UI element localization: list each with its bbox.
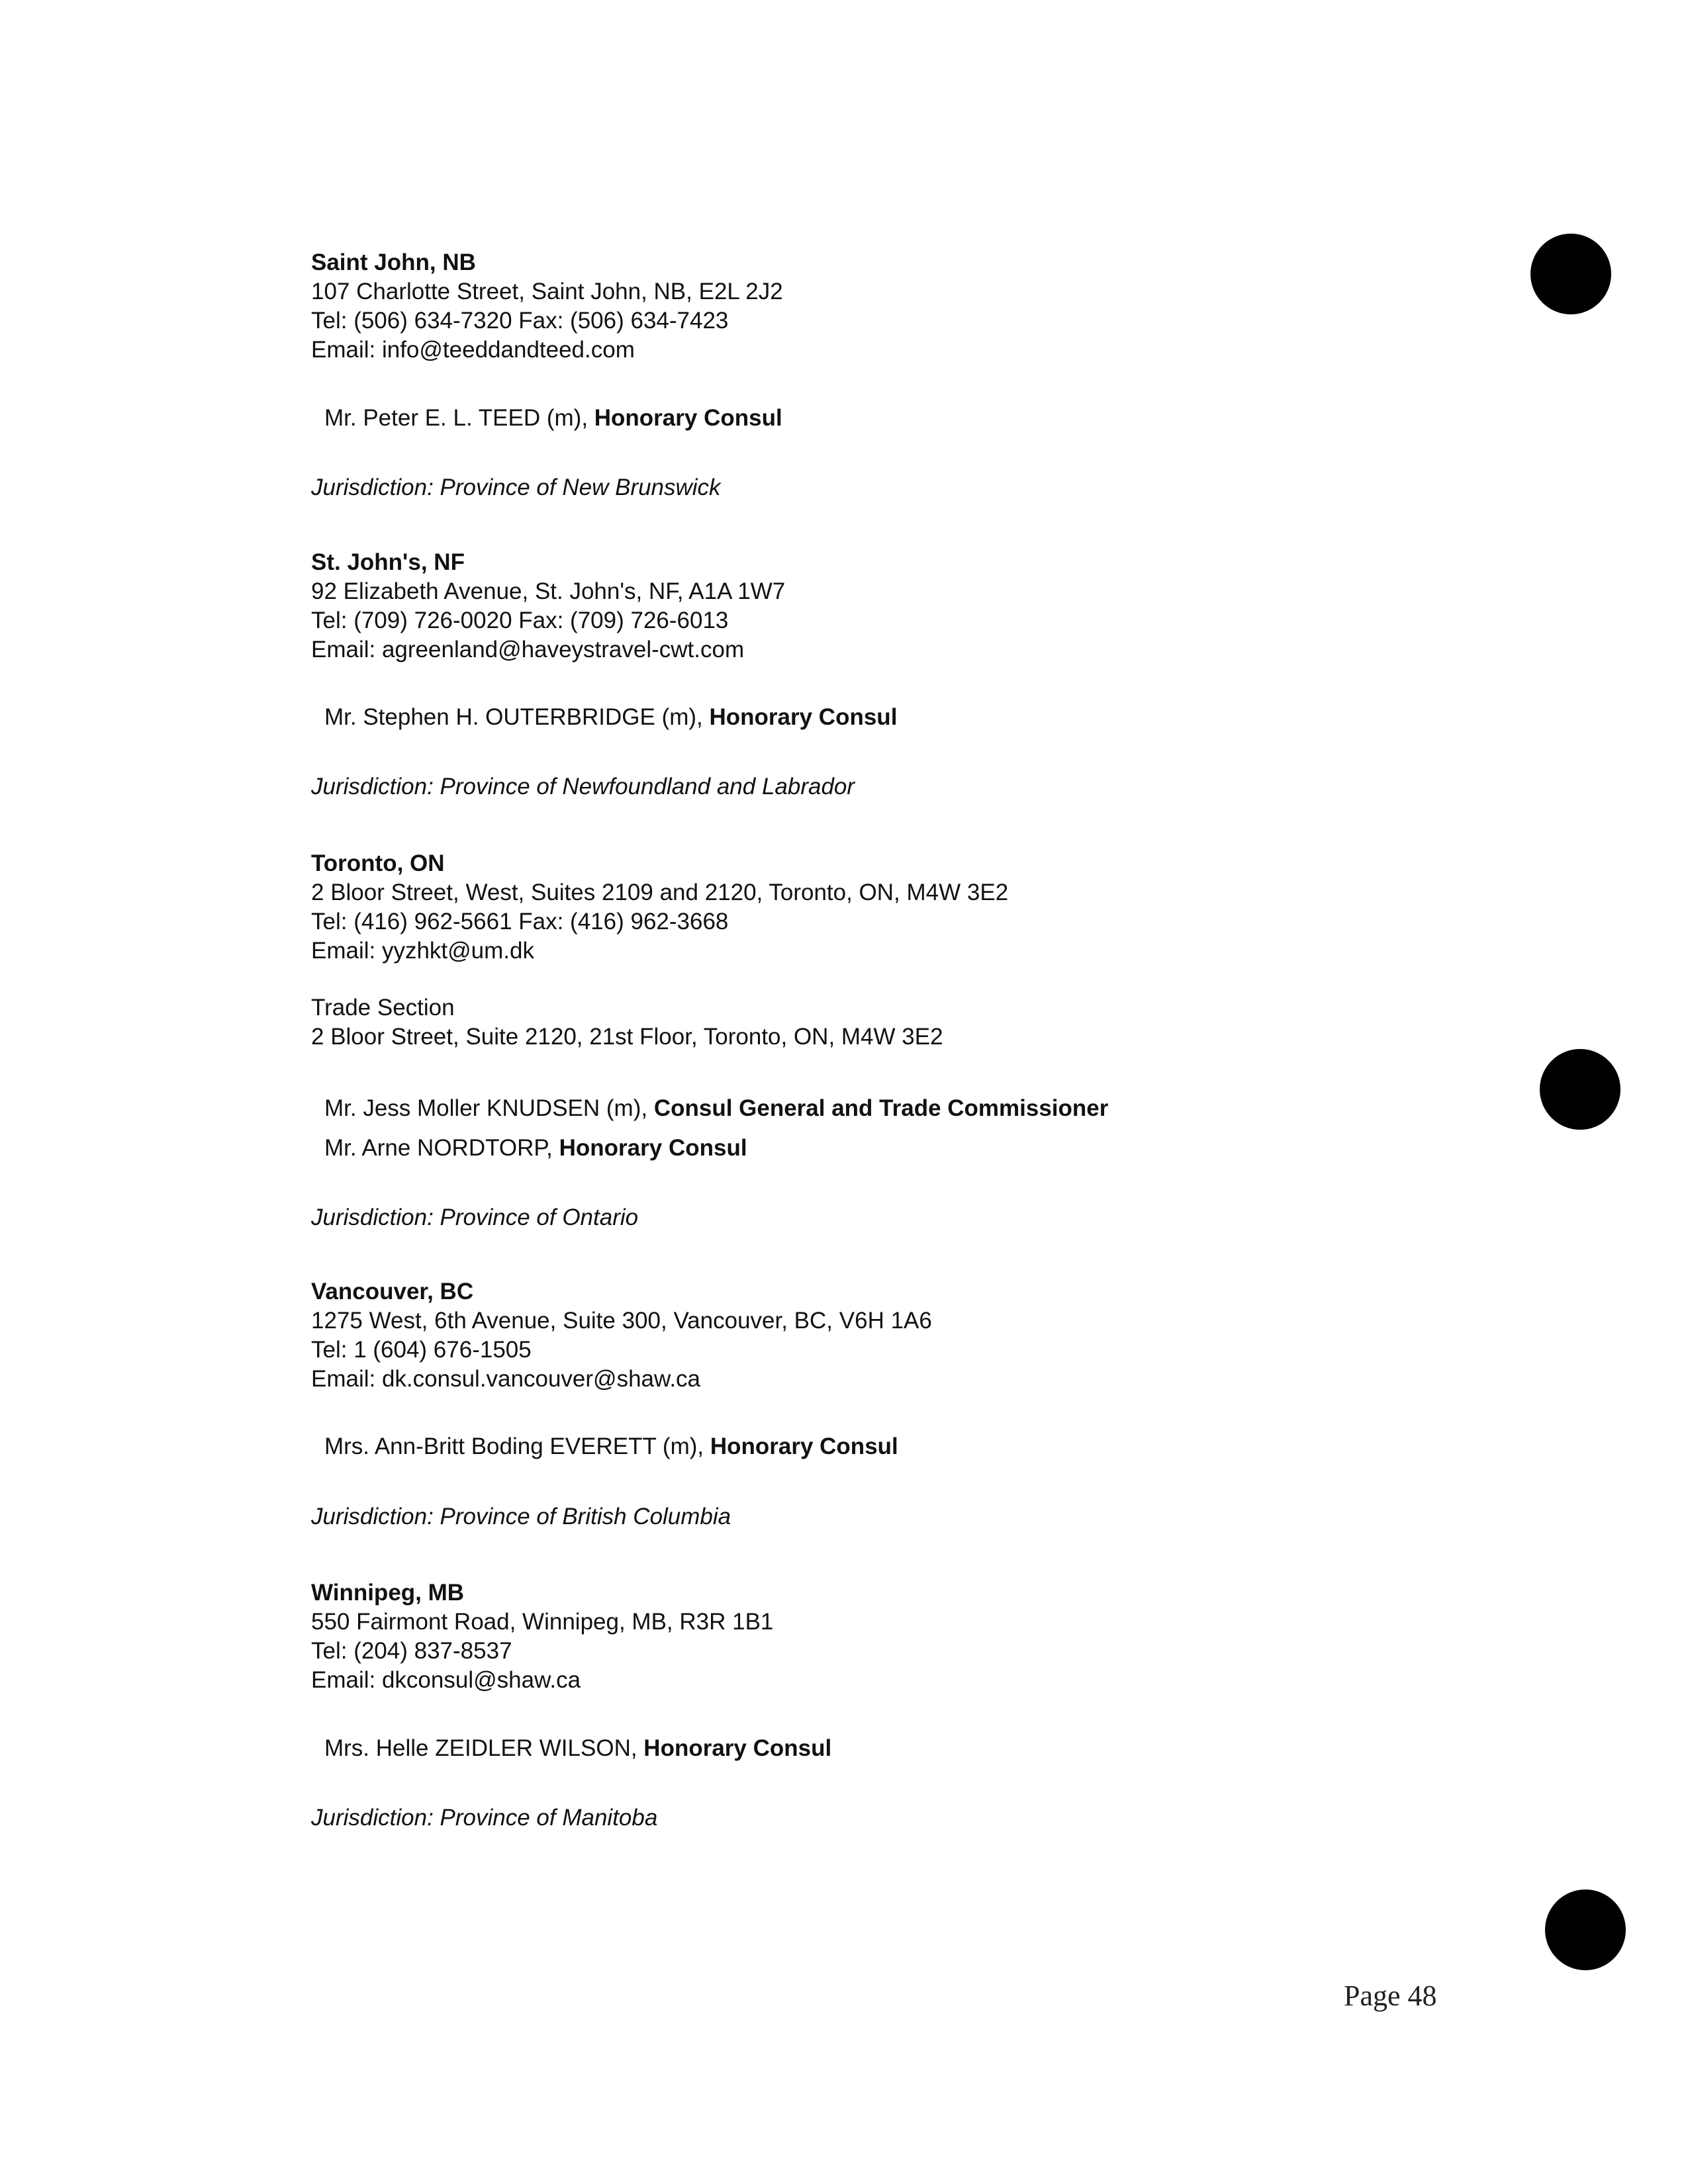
consulate-entry-winnipeg: [311, 1578, 1569, 1695]
jurisdiction-line: Jurisdiction: Province of Manitoba: [311, 1805, 658, 1831]
address-line: 1275 West, 6th Avenue, Suite 300, Vancouver, BC, V6H 1A6: [311, 1308, 932, 1334]
official-entry: [324, 1128, 1569, 1168]
punch-hole-bottom: [1545, 1889, 1626, 1970]
official-entry: [324, 398, 1569, 438]
official-name: Mrs. Ann-Britt Boding EVERETT (m),: [324, 1433, 710, 1459]
address-line: 92 Elizabeth Avenue, St. John's, NF, A1A 1W7: [311, 578, 786, 604]
official-entry: [324, 1427, 1569, 1467]
officials-list: [324, 698, 1569, 737]
official-title: Honorary Consul: [709, 704, 898, 730]
officials-list: [324, 1089, 1569, 1168]
consulate-entry-saint-john: [311, 248, 1569, 365]
city-heading: Winnipeg, MB: [311, 1580, 465, 1606]
consulate-entry-st-johns: [311, 548, 1569, 664]
official-name: Mr. Arne NORDTORP,: [324, 1135, 559, 1161]
phone-line: Tel: (416) 962-5661 Fax: (416) 962-3668: [311, 909, 729, 934]
phone-line: Tel: (506) 634-7320 Fax: (506) 634-7423: [311, 308, 729, 334]
jurisdiction-line: Jurisdiction: Province of Ontario: [311, 1205, 639, 1230]
address-line: 550 Fairmont Road, Winnipeg, MB, R3R 1B1: [311, 1609, 774, 1635]
city-heading: Toronto, ON: [311, 850, 445, 876]
official-entry: [324, 1729, 1569, 1768]
punch-hole-top: [1530, 234, 1611, 314]
trade-address-line: 2 Bloor Street, Suite 2120, 21st Floor, Toronto, ON, M4W 3E2: [311, 1024, 943, 1050]
email-line: Email: yyzhkt@um.dk: [311, 938, 534, 964]
official-name: Mr. Stephen H. OUTERBRIDGE (m),: [324, 704, 710, 730]
official-name: Mr. Jess Moller KNUDSEN (m),: [324, 1095, 654, 1121]
email-line: Email: dkconsul@shaw.ca: [311, 1667, 581, 1693]
officials-list: [324, 1427, 1569, 1467]
official-title: Honorary Consul: [643, 1735, 832, 1761]
jurisdiction-line: Jurisdiction: Province of Newfoundland and Labrador: [311, 774, 855, 799]
phone-line: Tel: (709) 726-0020 Fax: (709) 726-6013: [311, 608, 729, 633]
officials-list: [324, 1729, 1569, 1768]
page-number: Page 48: [1344, 1979, 1437, 2012]
official-title: Honorary Consul: [710, 1433, 898, 1459]
phone-line: Tel: 1 (604) 676-1505: [311, 1337, 532, 1363]
city-heading: Vancouver, BC: [311, 1279, 474, 1304]
official-title: Consul General and Trade Commissioner: [653, 1095, 1109, 1121]
jurisdiction-line: Jurisdiction: Province of New Brunswick: [311, 475, 721, 500]
address-line: 2 Bloor Street, West, Suites 2109 and 2120, Toronto, ON, M4W 3E2: [311, 880, 1009, 905]
city-heading: Saint John, NB: [311, 250, 476, 275]
email-line: Email: agreenland@haveystravel-cwt.com: [311, 637, 745, 662]
email-line: Email: dk.consul.vancouver@shaw.ca: [311, 1366, 701, 1392]
jurisdiction-line: Jurisdiction: Province of British Columbia: [311, 1504, 731, 1529]
officials-list: [324, 398, 1569, 438]
official-title: Honorary Consul: [559, 1135, 747, 1161]
official-entry: [324, 1089, 1569, 1128]
trade-section-heading: Trade Section: [311, 995, 455, 1021]
city-heading: St. John's, NF: [311, 549, 465, 575]
email-line: Email: info@teeddandteed.com: [311, 337, 635, 363]
official-name: Mrs. Helle ZEIDLER WILSON,: [324, 1735, 644, 1761]
punch-hole-middle: [1540, 1049, 1620, 1130]
address-line: 107 Charlotte Street, Saint John, NB, E2L 2J2: [311, 279, 783, 304]
consulate-entry-vancouver: [311, 1277, 1569, 1394]
official-title: Honorary Consul: [594, 405, 782, 431]
official-entry: [324, 698, 1569, 737]
consulate-entry-toronto: [311, 849, 1569, 1052]
phone-line: Tel: (204) 837-8537: [311, 1638, 512, 1664]
official-name: Mr. Peter E. L. TEED (m),: [324, 405, 594, 431]
